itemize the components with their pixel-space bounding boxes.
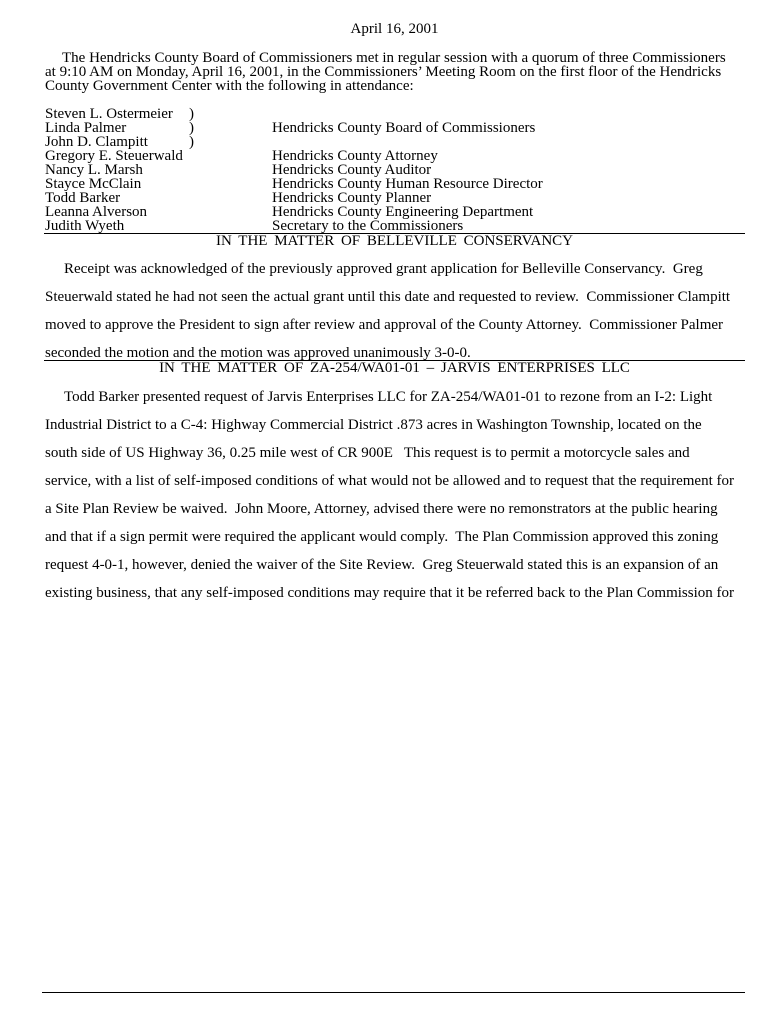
intro-paragraph	[45, 51, 745, 93]
section-heading: IN THE MATTER OF BELLEVILLE CONSERVANCY	[216, 233, 573, 249]
attendee-row	[45, 177, 745, 191]
attendee-name: Stayce McClain	[45, 176, 142, 192]
attendee-row	[45, 219, 745, 233]
attendee-title: Hendricks County Auditor	[272, 162, 432, 178]
attendee-title: Hendricks County Engineering Department	[272, 204, 534, 220]
section-body	[45, 383, 745, 607]
section-line: seconded the motion and the motion was approved unanimously 3-0-0.	[45, 345, 471, 361]
attendee-name: Judith Wyeth	[45, 218, 125, 234]
intro-line: The Hendricks County Board of Commissioners met in regular session with a quorum of three Commissioners	[62, 50, 726, 66]
attendee-name: Leanna Alverson	[45, 204, 148, 220]
attendee-title: Hendricks County Attorney	[272, 148, 438, 164]
section-line: request 4-0-1, however, denied the waiver of the Site Review. Greg Steuerwald stated this is an expansion of an	[45, 557, 719, 573]
section-line: Steuerwald stated he had not seen the actual grant until this date and requested to review. Commissioner Clampitt	[45, 289, 731, 305]
attendee-row	[45, 205, 745, 219]
footer-rule	[42, 992, 745, 993]
section-line: Receipt was acknowledged of the previously approved grant application for Belleville Conservancy. Greg	[64, 261, 703, 277]
intro-line: County Government Center with the following in attendance:	[45, 78, 414, 94]
attendee-name: Steven L. Ostermeier	[45, 106, 173, 122]
attendee-bracket: )	[189, 120, 194, 136]
attendee-title: Secretary to the Commissioners	[272, 218, 464, 234]
attendee-bracket: )	[189, 134, 194, 150]
attendee-row	[45, 121, 745, 135]
attendee-row	[45, 149, 745, 163]
attendee-name: Gregory E. Steuerwald	[45, 148, 183, 164]
attendee-name: John D. Clampitt	[45, 134, 148, 150]
attendee-name: Nancy L. Marsh	[45, 162, 143, 178]
attendee-name: Todd Barker	[45, 190, 121, 206]
attendee-row	[45, 135, 745, 149]
attendee-row	[45, 191, 745, 205]
attendee-bracket: )	[189, 106, 194, 122]
attendee-title: Hendricks County Board of Commissioners	[272, 120, 536, 136]
attendee-title: Hendricks County Human Resource Director	[272, 176, 543, 192]
attendance-list	[45, 107, 745, 233]
section-line: existing business, that any self-imposed conditions may require that it be referred back to the Plan Commission for	[45, 585, 735, 601]
section-line: a Site Plan Review be waived. John Moore, Attorney, advised there were no remonstrators at the public hearing	[45, 501, 718, 517]
attendee-title: Hendricks County Planner	[272, 190, 432, 206]
section-line: south side of US Highway 36, 0.25 mile west of CR 900E This request is to permit a motorcycle sales and	[45, 445, 690, 461]
section-line: service, with a list of self-imposed conditions of what would not be allowed and to request that the requirement for	[45, 473, 734, 489]
section-line: Todd Barker presented request of Jarvis Enterprises LLC for ZA-254/WA01-01 to rezone from an I-2: Light	[64, 389, 713, 405]
intro-line: at 9:10 AM on Monday, April 16, 2001, in the Commissioners’ Meeting Room on the first floor of the Hendricks	[45, 64, 722, 80]
section-line: Industrial District to a C-4: Highway Commercial District .873 acres in Washington Township, located on the	[45, 417, 702, 433]
attendee-name: Linda Palmer	[45, 120, 127, 136]
section-heading: IN THE MATTER OF ZA-254/WA01-01 – JARVIS ENTERPRISES LLC	[159, 360, 630, 376]
attendee-row	[45, 107, 745, 121]
section-line: moved to approve the President to sign after review and approval of the County Attorney. Commissioner Palmer	[45, 317, 724, 333]
section-line: and that if a sign permit were required the applicant would comply. The Plan Commission approved this zoning	[45, 529, 719, 545]
document-date: April 16, 2001	[350, 21, 439, 37]
attendee-row	[45, 163, 745, 177]
section-body	[45, 255, 745, 367]
